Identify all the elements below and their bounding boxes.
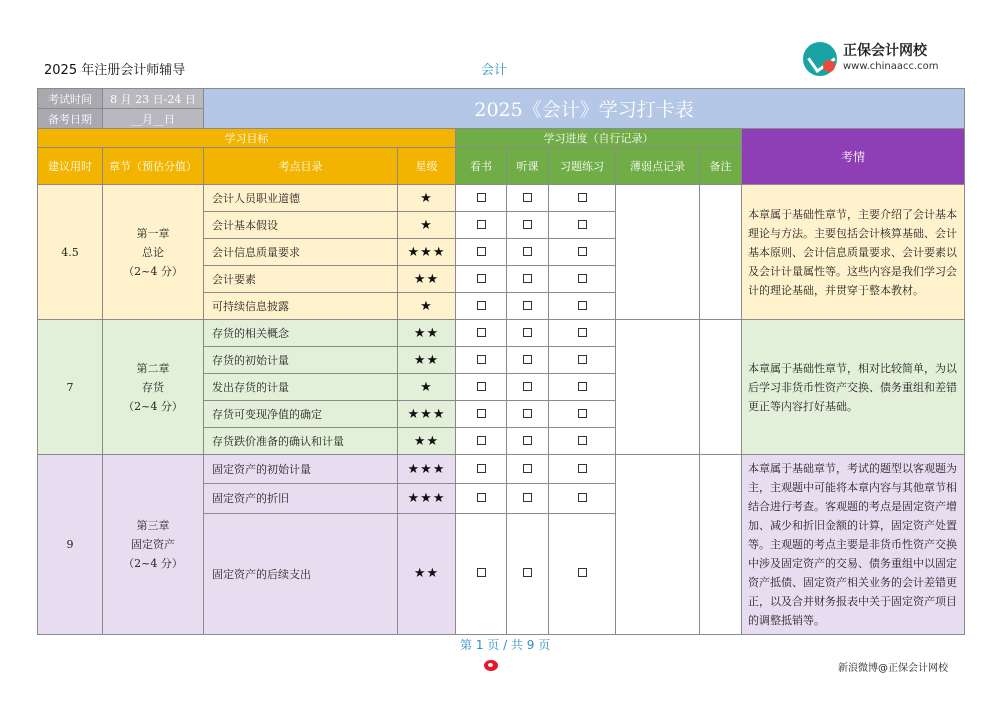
chapter-name: 总论 (142, 245, 164, 259)
topic-name: 发出存货的计量 (204, 374, 398, 401)
practice-checkbox[interactable] (578, 568, 587, 577)
chapter-number: 第一章 (136, 226, 170, 240)
chapter-number: 第三章 (136, 519, 170, 532)
topic-stars: ★ (398, 212, 456, 239)
topic-name: 会计人员职业道德 (204, 185, 398, 212)
listen-checkbox[interactable] (523, 436, 532, 445)
topic-name: 可持续信息披露 (204, 293, 398, 320)
practice-checkbox[interactable] (578, 382, 587, 391)
chapter-hours: 9 (38, 455, 103, 635)
topic-name: 存货可变现净值的确定 (204, 401, 398, 428)
topic-stars: ★★ (398, 513, 456, 634)
prep-date-value[interactable]: __月__日 (103, 109, 204, 129)
study-progress-header: 学习进度（自行记录） (456, 129, 742, 148)
practice-checkbox[interactable] (578, 274, 587, 283)
topic-stars: ★★★ (398, 455, 456, 484)
topic-stars: ★★★ (398, 401, 456, 428)
topic-name: 固定资产的初始计量 (204, 455, 398, 484)
chapter-cell (103, 185, 204, 320)
exam-info-header: 考情 (742, 129, 965, 185)
read-checkbox[interactable] (477, 301, 486, 310)
practice-checkbox[interactable] (578, 493, 587, 502)
col-weak-points: 薄弱点记录 (616, 148, 700, 185)
listen-checkbox[interactable] (523, 328, 532, 337)
read-checkbox[interactable] (477, 409, 486, 418)
col-listen: 听课 (507, 148, 549, 185)
exam-info-text: 本章属于基础章节，考试的题型以客观题为主，主观题中可能将本章内容与其他章节相结合进行考查。客观题的考点是固定资产增加、减少和折旧金额的计算，固定资产处置等。主观题的考点主要是非货币性资产交换中涉及固定资产的交易、债务重组中以固定资产抵债、固定资产相关业务的会计差错更正，以及合并财务报表中关于固定资产项目的调整抵销等。 (742, 455, 965, 635)
topic-name: 存货的初始计量 (204, 347, 398, 374)
chapter-cell (103, 455, 204, 635)
practice-checkbox[interactable] (578, 436, 587, 445)
table-title: 2025《会计》学习打卡表 (204, 89, 965, 129)
listen-checkbox[interactable] (523, 568, 532, 577)
topic-stars: ★★ (398, 428, 456, 455)
weibo-icon (484, 660, 498, 671)
chapter-hours: 4.5 (38, 185, 103, 320)
weibo-account: 新浪微博@正保会计网校 (838, 663, 948, 674)
col-read: 看书 (456, 148, 507, 185)
chapter-score: （2~4 分） (123, 557, 183, 570)
read-checkbox[interactable] (477, 493, 486, 502)
logo-icon (803, 42, 837, 76)
col-stars: 星级 (398, 148, 456, 185)
listen-checkbox[interactable] (523, 493, 532, 502)
chapter-score: （2~4 分） (123, 264, 183, 278)
topic-name: 固定资产的后续支出 (204, 513, 398, 634)
study-goal-header: 学习目标 (38, 129, 456, 148)
practice-checkbox[interactable] (578, 247, 587, 256)
read-checkbox[interactable] (477, 436, 486, 445)
listen-checkbox[interactable] (523, 274, 532, 283)
chapter-name: 固定资产 (131, 538, 175, 551)
notes-field[interactable] (700, 185, 742, 320)
logo-name: 正保会计网校 (843, 43, 927, 59)
topic-stars: ★★★ (398, 484, 456, 513)
listen-checkbox[interactable] (523, 464, 532, 473)
weak-points-field[interactable] (616, 455, 700, 635)
col-topics: 考点目录 (204, 148, 398, 185)
topic-stars: ★★ (398, 347, 456, 374)
weak-points-field[interactable] (616, 185, 700, 320)
col-chapter: 章节（预估分值） (103, 148, 204, 185)
topic-stars: ★ (398, 374, 456, 401)
topic-name: 存货的相关概念 (204, 320, 398, 347)
read-checkbox[interactable] (477, 220, 486, 229)
practice-checkbox[interactable] (578, 220, 587, 229)
notes-field[interactable] (700, 455, 742, 635)
read-checkbox[interactable] (477, 247, 486, 256)
read-checkbox[interactable] (477, 328, 486, 337)
read-checkbox[interactable] (477, 464, 486, 473)
exam-time-value: 8 月 23 日-24 日 (103, 89, 204, 109)
topic-name: 固定资产的折旧 (204, 484, 398, 513)
listen-checkbox[interactable] (523, 193, 532, 202)
practice-checkbox[interactable] (578, 355, 587, 364)
read-checkbox[interactable] (477, 274, 486, 283)
doc-header-subject: 会计 (481, 63, 508, 78)
practice-checkbox[interactable] (578, 301, 587, 310)
topic-stars: ★ (398, 293, 456, 320)
exam-time-label: 考试时间 (38, 89, 103, 109)
checkin-table (37, 88, 965, 635)
col-notes: 备注 (700, 148, 742, 185)
practice-checkbox[interactable] (578, 328, 587, 337)
listen-checkbox[interactable] (523, 247, 532, 256)
topic-name: 会计信息质量要求 (204, 239, 398, 266)
exam-info-text: 本章属于基础性章节，相对比较简单，为以后学习非货币性资产交换、债务重组和差错更正等内容打好基础。 (742, 320, 965, 455)
topic-name: 会计基本假设 (204, 212, 398, 239)
col-practice: 习题练习 (549, 148, 616, 185)
topic-name: 存货跌价准备的确认和计量 (204, 428, 398, 455)
listen-checkbox[interactable] (523, 355, 532, 364)
page-number: 第 1 页 / 共 9 页 (460, 638, 551, 652)
practice-checkbox[interactable] (578, 409, 587, 418)
topic-stars: ★ (398, 185, 456, 212)
weak-points-field[interactable] (616, 320, 700, 455)
read-checkbox[interactable] (477, 382, 486, 391)
chapter-name: 存货 (142, 380, 164, 394)
listen-checkbox[interactable] (523, 220, 532, 229)
notes-field[interactable] (700, 320, 742, 455)
chapter-hours: 7 (38, 320, 103, 455)
chapter-number: 第二章 (136, 361, 170, 375)
read-checkbox[interactable] (477, 355, 486, 364)
topic-stars: ★★★ (398, 239, 456, 266)
listen-checkbox[interactable] (523, 409, 532, 418)
prep-date-label: 备考日期 (38, 109, 103, 129)
doc-header-title: 2025 年注册会计师辅导 (44, 63, 186, 78)
read-checkbox[interactable] (477, 568, 486, 577)
topic-stars: ★★ (398, 266, 456, 293)
topic-name: 会计要素 (204, 266, 398, 293)
practice-checkbox[interactable] (578, 193, 587, 202)
brand-logo (803, 42, 939, 76)
topic-stars: ★★ (398, 320, 456, 347)
chapter-score: （2~4 分） (123, 399, 183, 413)
logo-url: www.chinaacc.com (843, 61, 939, 72)
col-suggested-hours: 建议用时 (38, 148, 103, 185)
read-checkbox[interactable] (477, 193, 486, 202)
exam-info-text: 本章属于基础性章节，主要介绍了会计基本理论与方法。主要包括会计核算基础、会计基本原则、会计信息质量要求、会计要素以及会计计量属性等。这些内容是我们学习会计的理论基础，并贯穿于整本教材。 (742, 185, 965, 320)
chapter-cell (103, 320, 204, 455)
practice-checkbox[interactable] (578, 464, 587, 473)
listen-checkbox[interactable] (523, 301, 532, 310)
listen-checkbox[interactable] (523, 382, 532, 391)
